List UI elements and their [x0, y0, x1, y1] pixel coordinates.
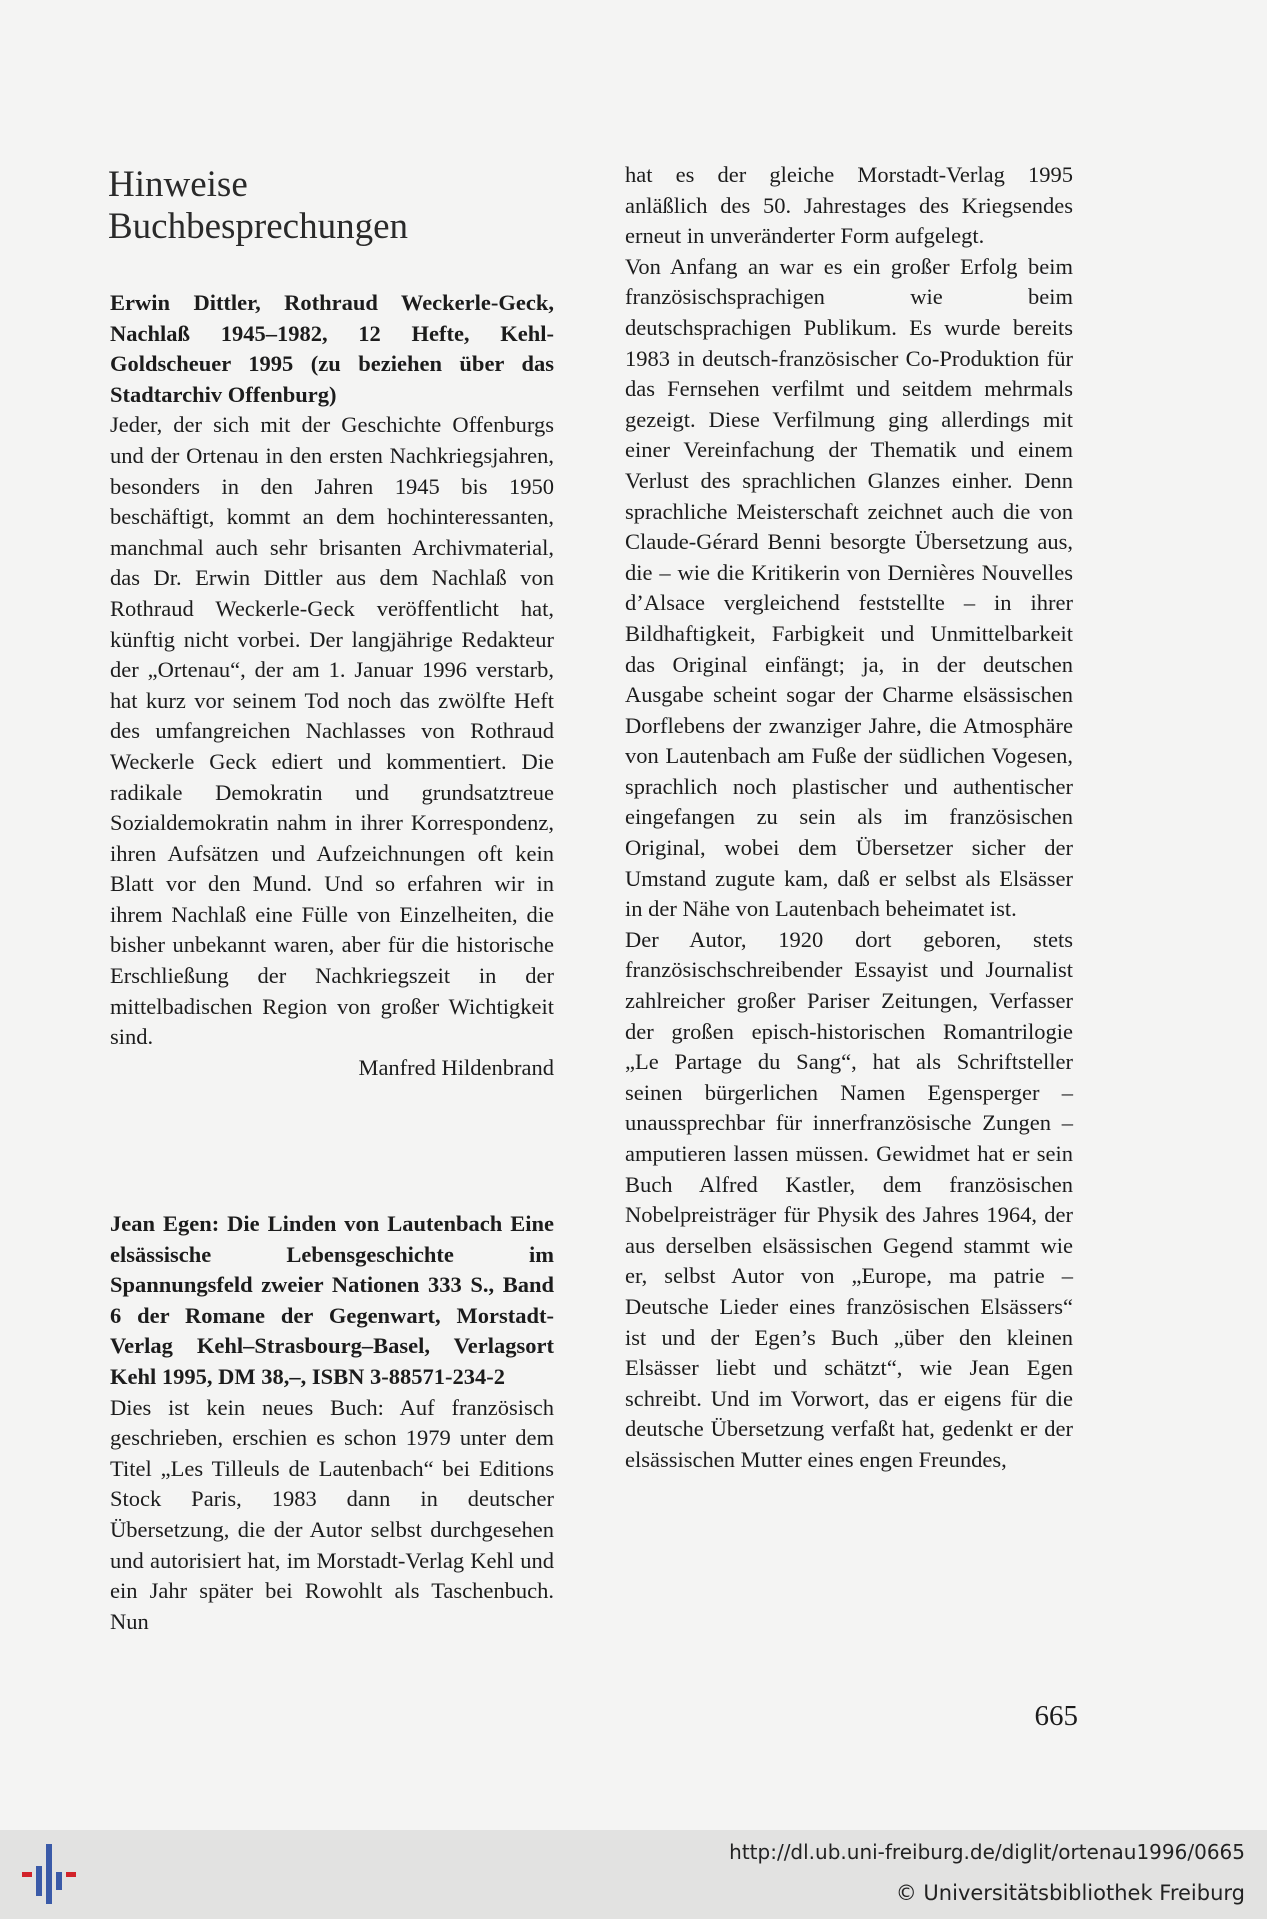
review-dittler	[110, 288, 554, 1083]
review-egen-continued	[625, 160, 1073, 1476]
review-signature: Manfred Hildenbrand	[358, 1054, 554, 1080]
review-paragraph: hat es der gleiche Morstadt-Verlag 1995 anläßlich des 50. Jahrestages des Kriegsendes erneut in unveränderter Form aufgelegt.	[625, 162, 1073, 249]
section-title-line2: Buchbesprechungen	[108, 206, 409, 247]
review-heading: Erwin Dittler, Rothraud Weckerle-Geck, Nachlaß 1945–1982, 12 Hefte, Kehl-Goldscheuer 1995 (zu beziehen über das Stadtarchiv Offenburg)	[110, 290, 554, 407]
ub-freiburg-logo-icon	[18, 1842, 80, 1906]
review-body-left: Dies ist kein neues Buch: Auf französisch geschrieben, erschien es schon 1979 unter dem Titel „Les Tilleuls de Lautenbach“ bei Editions Stock Paris, 1983 dann in deutscher Übersetzung, die der Autor selbst durchgesehen und autorisiert hat, im Morstadt-Verlag Kehl und ein Jahr später bei Rowohlt als Taschenbuch. Nun	[110, 1394, 554, 1634]
section-title-line1: Hinweise	[108, 164, 248, 205]
review-paragraph: Der Autor, 1920 dort geboren, stets französischschreibender Essayist und Journalist zahlreicher großer Pariser Zeitungen, Verfasser der großen episch-historischen Romantrilogie „Le Partage du Sang“, hat als Schriftsteller seinen bürgerlichen Namen Egensperger – unaussprechbar für innerfranzösische Zungen – amputieren lassen müssen. Gewidmet hat er sein Buch Alfred Kastler, dem französischen Nobelpreisträger für Physik des Jahres 1964, der aus derselben elsässischen Gegend stammt wie er, selbst Autor von „Europe, ma patrie – Deutsche Lieder eines französischen Elsässers“ ist und der Egen’s Buch „über den kleinen Elsässer liebt und schätzt“, wie Jean Egen schreibt. Und im Vorwort, das er eigens für die deutsche Übersetzung verfaßt hat, gedenkt er der elsässischen Mutter eines engen Freundes,	[625, 926, 1073, 1472]
review-body: Jeder, der sich mit der Geschichte Offenburgs und der Ortenau in den ersten Nachkriegsjahren, besonders in den Jahren 1945 bis 1950 beschäftigt, kommt an dem hochinteressanten, manchmal auch sehr brisanten Archivmaterial, das Dr. Erwin Dittler aus dem Nachlaß von Rothraud Weckerle-Geck veröffentlicht hat, künftig nicht vorbei. Der langjährige Redakteur der „Ortenau“, der am 1. Januar 1996 verstarb, hat kurz vor seinem Tod noch das zwölfte Heft des umfangreichen Nachlasses von Rothraud Weckerle Geck ediert und kommentiert. Die radikale Demokratin und grundsatztreue Sozialdemokratin nahm in ihrer Korrespondenz, ihren Aufsätzen und Aufzeichnungen oft kein Blatt vor den Mund. Und so erfahren wir in ihrem Nachlaß eine Fülle von Einzelheiten, die bisher unbekannt waren, aber für die historische Erschließung der Nachkriegszeit in der mittelbadischen Region von großer Wichtigkeit sind.	[110, 412, 554, 1050]
footer-bar	[0, 1830, 1267, 1919]
review-egen	[110, 1209, 554, 1637]
review-paragraph: Von Anfang an war es ein großer Erfolg beim französischsprachigen wie beim deutschsprachigen Publikum. Es wurde bereits 1983 in deutsch-französischer Co-Produktion für das Fernsehen verfilmt und seitdem mehrmals gezeigt. Diese Verfilmung ging allerdings mit einer Vereinfachung der Thematik und einem Verlust des sprachlichen Glanzes einher. Denn sprachliche Meisterschaft zeichnet auch die von Claude-Gérard Benni besorgte Übersetzung aus, die – wie die Kritikerin von Dernières Nouvelles d’Alsace vergleichend feststellte – in ihrer Bildhaftigkeit, Farbigkeit und Unmittelbarkeit das Original einfängt; ja, in der deutschen Ausgabe scheint sogar der Charme elsässischen Dorflebens der zwanziger Jahre, die Atmosphäre von Lautenbach am Fuße der südlichen Vogesen, sprachlich noch plastischer und authentischer eingefangen zu sein als im französischen Original, wobei dem Übersetzer sicher der Umstand zugute kam, daß er selbst als Elsässer in der Nähe von Lautenbach beheimatet ist.	[625, 253, 1073, 922]
review-heading: Jean Egen: Die Linden von Lautenbach Eine elsässische Lebensgeschichte im Spannungsfeld zweier Nationen 333 S., Band 6 der Romane der Gegenwart, Morstadt-Verlag Kehl–Strasbourg–Basel, Verlagsort Kehl 1995, DM 38,–, ISBN 3-88571-234-2	[110, 1211, 554, 1389]
page-number: 665	[1034, 1700, 1078, 1732]
source-url-link[interactable]: http://dl.ub.uni-freiburg.de/diglit/ortenau1996/0665	[729, 1840, 1245, 1864]
copyright-notice: © Universitätsbibliothek Freiburg	[895, 1881, 1245, 1905]
section-title	[108, 164, 538, 248]
